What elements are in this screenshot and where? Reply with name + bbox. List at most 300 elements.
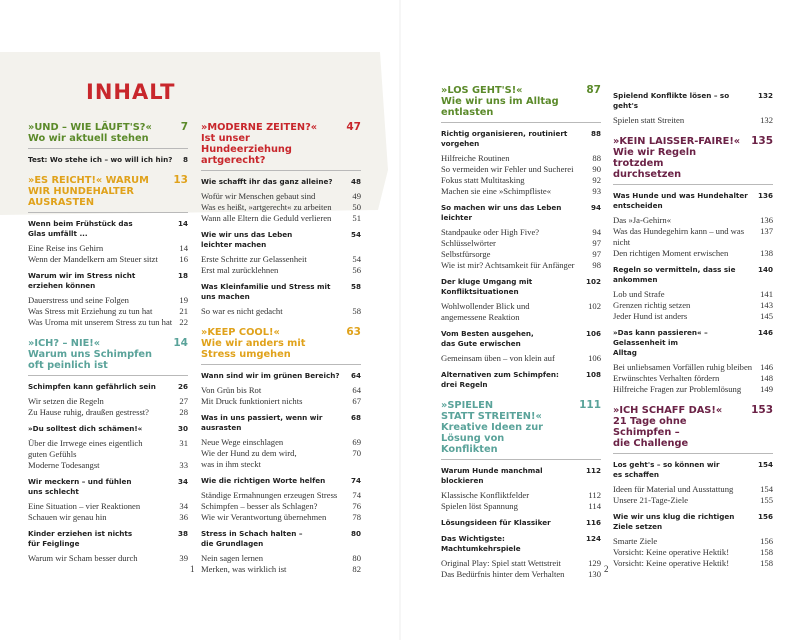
entry-page-number: 148	[760, 373, 773, 383]
entry-text: Wie der Hund zu dem wird, was in ihm steckt	[201, 448, 297, 469]
toc-subheading[interactable]	[441, 329, 601, 349]
toc-entry[interactable]	[201, 385, 361, 396]
section-heading[interactable]	[613, 136, 773, 180]
toc-entry[interactable]	[201, 265, 361, 276]
entry-text: Wenn der Mandelkern am Steuer sitzt	[28, 254, 158, 264]
toc-subheading[interactable]	[613, 328, 773, 358]
section-title: »UND – WIE LÄUFT'S?« Wo wir aktuell stehen	[28, 122, 152, 144]
entry-text: Schauen wir genau hin	[28, 512, 107, 522]
entry-text: Was das Hundegehirn kann – und was nicht	[613, 226, 745, 247]
toc-subheading[interactable]	[613, 191, 773, 211]
toc-entry[interactable]	[201, 213, 361, 224]
toc-subheading[interactable]	[613, 91, 773, 111]
toc-entry[interactable]	[613, 373, 773, 384]
section-heading[interactable]	[28, 175, 188, 208]
entry-page-number: 39	[179, 553, 188, 563]
toc-section	[613, 91, 773, 126]
toc-entry[interactable]	[613, 547, 773, 558]
toc-entry[interactable]	[28, 501, 188, 512]
entry-text: Vom Besten ausgehen, das Gute erwischen	[441, 329, 534, 348]
entry-page-number: 156	[760, 536, 773, 546]
toc-entry[interactable]	[28, 254, 188, 265]
entry-page-number: 36	[179, 512, 188, 522]
entry-page-number: 16	[179, 254, 188, 264]
entry-page-number: 108	[585, 370, 601, 379]
entry-page-number: 112	[585, 466, 601, 475]
toc-entry[interactable]	[613, 495, 773, 506]
section-divider	[201, 170, 361, 171]
toc-section	[613, 405, 773, 569]
entry-text: Bei unliebsamen Vorfällen ruhig bleiben	[613, 362, 753, 372]
toc-entry[interactable]	[613, 558, 773, 569]
section-heading[interactable]	[201, 327, 361, 360]
entry-text: Eine Reise ins Gehirn	[28, 243, 104, 253]
toc-entry[interactable]	[613, 215, 773, 226]
entry-page-number: 14	[179, 243, 188, 253]
entry-text: Vorsicht: Keine operative Hektik!	[613, 558, 730, 568]
toc-entry[interactable]	[441, 558, 601, 569]
entry-text: Unsere 21-Tage-Ziele	[613, 495, 689, 505]
toc-entry[interactable]	[201, 191, 361, 202]
entry-page-number: 14	[177, 219, 188, 228]
toc-subheading[interactable]	[28, 477, 188, 497]
toc-entry[interactable]	[201, 437, 361, 448]
entry-page-number: 70	[352, 448, 361, 458]
toc-section	[201, 327, 361, 575]
entry-text: Grenzen richtig setzen	[613, 300, 691, 310]
entry-text: Erwünschtes Verhalten fördern	[613, 373, 720, 383]
entry-text: Test: Wo stehe ich – wo will ich hin?	[28, 155, 173, 164]
toc-entry[interactable]	[28, 396, 188, 407]
entry-page-number: 21	[179, 306, 188, 316]
entry-text: Dauerstress und seine Folgen	[28, 295, 129, 305]
toc-entry[interactable]	[201, 553, 361, 564]
entry-text: Vorsicht: Keine operative Hektik!	[613, 547, 730, 557]
entry-text: Neue Wege einschlagen	[201, 437, 284, 447]
toc-subheading[interactable]	[201, 476, 361, 486]
entry-text: Ideen für Material und Ausstattung	[613, 484, 734, 494]
toc-subheading[interactable]	[201, 413, 361, 433]
entry-text: »Du solltest dich schämen!«	[28, 424, 143, 433]
section-title: »ES REICHT!« WARUM WIR HUNDEHALTER AUSRASTEN	[28, 175, 149, 208]
entry-page-number: 58	[350, 282, 361, 291]
entry-text: Wenn beim Frühstück das Glas umfällt ...	[28, 219, 133, 238]
entry-text: Spielen löst Spannung	[441, 501, 518, 511]
entry-text: Das Bedürfnis hinter dem Verhalten	[441, 569, 565, 579]
entry-page-number: 82	[352, 564, 361, 574]
entry-page-number: 69	[352, 437, 361, 447]
entry-page-number: 97	[592, 249, 601, 259]
entry-text: Wann sind wir im grünen Bereich?	[201, 371, 340, 380]
entry-text: Kinder erziehen ist nichts für Feiglinge	[28, 529, 133, 548]
entry-text: Warum wir Scham besser durch	[28, 553, 138, 563]
toc-section	[201, 122, 361, 317]
toc-subheading[interactable]	[441, 370, 601, 390]
entry-text: Original Play: Spiel statt Wettstreit	[441, 558, 561, 568]
toc-column-4	[613, 85, 773, 569]
section-page-number: 47	[346, 121, 361, 133]
entry-page-number: 34	[177, 477, 188, 486]
toc-entry[interactable]	[201, 490, 361, 501]
entry-page-number: 8	[182, 155, 188, 164]
entry-page-number: 78	[352, 512, 361, 522]
section-page-number: 7	[180, 121, 188, 133]
entry-text: Was Stress mit Erziehung zu tun hat	[28, 306, 153, 316]
toc-entry[interactable]	[613, 362, 773, 373]
entry-text: Schlüsselwörter	[441, 238, 496, 248]
toc-entry[interactable]	[613, 484, 773, 495]
entry-page-number: 149	[760, 384, 773, 394]
entry-text: Wir setzen die Regeln	[28, 396, 104, 406]
toc-subheading[interactable]	[201, 230, 361, 250]
entry-text: Zu Hause ruhig, draußen gestresst?	[28, 407, 149, 417]
entry-page-number: 98	[592, 260, 601, 270]
section-page-number: 13	[173, 174, 188, 186]
section-title: »MODERNE ZEITEN?« Ist unser Hundeerziehung artgerecht?	[201, 122, 318, 166]
entry-page-number: 124	[585, 534, 601, 543]
toc-entry[interactable]	[201, 501, 361, 512]
entry-page-number: 49	[352, 191, 361, 201]
entry-page-number: 146	[757, 328, 773, 337]
toc-subheading[interactable]	[201, 371, 361, 381]
entry-text: Spielen statt Streiten	[613, 115, 685, 125]
toc-subheading[interactable]	[613, 460, 773, 480]
section-divider	[201, 364, 361, 365]
toc-column-2	[201, 122, 361, 575]
entry-text: Lösungsideen für Klassiker	[441, 518, 551, 527]
entry-page-number: 67	[352, 396, 361, 406]
toc-subheading[interactable]	[613, 512, 773, 532]
entry-text: Selbstfürsorge	[441, 249, 491, 259]
toc-entry[interactable]	[613, 226, 773, 248]
entry-text: Was Uroma mit unserem Stress zu tun hat	[28, 317, 173, 327]
entry-text: Fokus statt Multitasking	[441, 175, 525, 185]
toc-entry[interactable]	[201, 202, 361, 213]
entry-page-number: 54	[352, 254, 361, 264]
toc-subheading[interactable]	[28, 529, 188, 549]
entry-text: Wie die richtigen Worte helfen	[201, 476, 326, 485]
entry-page-number: 158	[760, 558, 773, 568]
entry-text: Wie wir Verantwortung übernehmen	[201, 512, 327, 522]
section-heading[interactable]	[201, 122, 361, 166]
toc-entry[interactable]	[201, 512, 361, 523]
toc-entry[interactable]	[441, 238, 601, 249]
section-page-number: 153	[751, 404, 773, 416]
toc-column-1	[28, 122, 188, 564]
entry-text: So vermeiden wir Fehler und Sucherei	[441, 164, 574, 174]
toc-entry[interactable]	[441, 501, 601, 512]
toc-entry[interactable]	[613, 311, 773, 322]
toc-section	[28, 175, 188, 328]
entry-text: Wie schafft ihr das ganz alleine?	[201, 177, 333, 186]
entry-page-number: 154	[760, 484, 773, 494]
toc-entry[interactable]	[201, 306, 361, 317]
toc-entry[interactable]	[441, 249, 601, 260]
entry-page-number: 27	[179, 396, 188, 406]
section-heading[interactable]	[28, 122, 188, 144]
entry-page-number: 154	[757, 460, 773, 469]
toc-subheading[interactable]	[441, 129, 601, 149]
entry-text: Was es heißt, »artgerecht« zu arbeiten	[201, 202, 332, 212]
toc-entry[interactable]	[613, 536, 773, 547]
entry-text: Schimpfen – besser als Schlagen?	[201, 501, 318, 511]
entry-text: Nein sagen lernen	[201, 553, 264, 563]
section-heading[interactable]	[28, 338, 188, 371]
entry-page-number: 64	[350, 371, 361, 380]
toc-entry[interactable]	[28, 512, 188, 523]
entry-page-number: 132	[757, 91, 773, 100]
entry-text: Hilfreiche Fragen zur Problemlösung	[613, 384, 742, 394]
entry-page-number: 143	[760, 300, 773, 310]
toc-subheading[interactable]	[613, 265, 773, 285]
entry-text: Smarte Ziele	[613, 536, 658, 546]
toc-entry[interactable]	[201, 564, 361, 575]
section-title: »KEIN LAISSER-FAIRE!« Wie wir Regeln trotzdem durchsetzen	[613, 136, 741, 180]
entry-page-number: 136	[760, 215, 773, 225]
entry-page-number: 140	[757, 265, 773, 274]
entry-text: Von Grün bis Rot	[201, 385, 262, 395]
toc-entry[interactable]	[201, 448, 361, 470]
entry-text: Richtig organisieren, routiniert vorgehen	[441, 129, 568, 148]
page-number-right: 2	[604, 564, 609, 574]
entry-page-number: 112	[588, 490, 601, 500]
entry-page-number: 56	[352, 265, 361, 275]
toc-entry[interactable]	[28, 243, 188, 254]
entry-page-number: 130	[588, 569, 601, 579]
entry-text: Klassische Konfliktfelder	[441, 490, 530, 500]
toc-subheading[interactable]	[441, 518, 601, 528]
entry-text: Schimpfen kann gefährlich sein	[28, 382, 156, 391]
entry-page-number: 90	[592, 164, 601, 174]
entry-text: Der kluge Umgang mit Konfliktsituationen	[441, 277, 533, 296]
toc-subheading[interactable]	[441, 534, 601, 554]
toc-subheading[interactable]	[201, 282, 361, 302]
section-title: »ICH SCHAFF DAS!« 21 Tage ohne Schimpfen – die Challenge	[613, 405, 723, 449]
toc-section	[613, 136, 773, 395]
entry-page-number: 106	[585, 329, 601, 338]
entry-text: »Das kann passieren« – Gelassenheit im Alltag	[613, 328, 708, 357]
page-title: INHALT	[86, 80, 176, 104]
toc-entry[interactable]	[613, 248, 773, 259]
section-divider	[613, 184, 773, 185]
entry-page-number: 22	[179, 317, 188, 327]
entry-page-number: 48	[350, 177, 361, 186]
entry-page-number: 31	[179, 438, 188, 448]
section-heading[interactable]	[441, 85, 601, 118]
entry-text: Lob und Strafe	[613, 289, 665, 299]
entry-text: Wie ist mir? Achtsamkeit für Anfänger	[441, 260, 575, 270]
entry-page-number: 80	[352, 553, 361, 563]
section-page-number: 63	[346, 326, 361, 338]
entry-page-number: 74	[352, 490, 361, 500]
toc-subheading[interactable]	[28, 219, 188, 239]
entry-page-number: 136	[757, 191, 773, 200]
toc-entry[interactable]	[441, 353, 601, 364]
entry-text: Mit Druck funktioniert nichts	[201, 396, 303, 406]
toc-entry[interactable]	[441, 175, 601, 186]
entry-page-number: 132	[760, 115, 773, 125]
entry-page-number: 88	[590, 129, 601, 138]
entry-text: Machen sie eine »Schimpfliste«	[441, 186, 552, 196]
section-divider	[441, 122, 601, 123]
toc-entry[interactable]	[201, 396, 361, 407]
entry-page-number: 80	[350, 529, 361, 538]
section-title: »KEEP COOL!« Wie wir anders mit Stress umgehen	[201, 327, 306, 360]
toc-section	[441, 85, 601, 390]
entry-page-number: 94	[590, 203, 601, 212]
entry-page-number: 137	[760, 226, 773, 236]
entry-text: Hilfreiche Routinen	[441, 153, 510, 163]
toc-subheading[interactable]	[28, 424, 188, 434]
entry-page-number: 102	[588, 301, 601, 311]
entry-text: Warum Hunde manchmal blockieren	[441, 466, 543, 485]
section-page-number: 14	[173, 337, 188, 349]
toc-subheading[interactable]	[28, 155, 188, 165]
entry-text: So war es nicht gedacht	[201, 306, 283, 316]
entry-text: Das Wichtigste: Machtumkehrspiele	[441, 534, 521, 553]
entry-text: Wofür wir Menschen gebaut sind	[201, 191, 316, 201]
entry-page-number: 58	[352, 306, 361, 316]
entry-page-number: 50	[352, 202, 361, 212]
entry-text: Wie wir uns klug die richtigen Ziele setzen	[613, 512, 735, 531]
toc-entry[interactable]	[28, 295, 188, 306]
entry-page-number: 146	[760, 362, 773, 372]
entry-page-number: 88	[592, 153, 601, 163]
entry-page-number: 68	[350, 413, 361, 422]
entry-text: Merken, was wirklich ist	[201, 564, 287, 574]
toc-column-3	[441, 85, 601, 580]
entry-page-number: 116	[585, 518, 601, 527]
entry-page-number: 129	[588, 558, 601, 568]
entry-text: Gemeinsam üben – von klein auf	[441, 353, 555, 363]
entry-text: Alternativen zum Schimpfen: drei Regeln	[441, 370, 559, 389]
section-heading[interactable]	[613, 405, 773, 449]
entry-text: Wir meckern – und fühlen uns schlecht	[28, 477, 132, 496]
entry-page-number: 155	[760, 495, 773, 505]
toc-section	[441, 400, 601, 580]
section-title: »SPIELEN STATT STREITEN!« Kreative Ideen zur Lösung von Konflikten	[441, 400, 544, 455]
toc-entry[interactable]	[613, 115, 773, 126]
toc-entry[interactable]	[613, 300, 773, 311]
entry-text: Was in uns passiert, wenn wir ausrasten	[201, 413, 323, 432]
toc-subheading[interactable]	[28, 382, 188, 392]
toc-subheading[interactable]	[28, 271, 188, 291]
section-heading[interactable]	[441, 400, 601, 455]
toc-entry[interactable]	[441, 569, 601, 580]
toc-entry[interactable]	[28, 317, 188, 328]
entry-text: Los geht's – so können wir es schaffen	[613, 460, 720, 479]
toc-entry[interactable]	[613, 289, 773, 300]
entry-text: Eine Situation – vier Reaktionen	[28, 501, 141, 511]
toc-entry[interactable]	[441, 164, 601, 175]
entry-page-number: 18	[177, 271, 188, 280]
entry-text: Den richtigen Moment erwischen	[613, 248, 729, 258]
toc-entry[interactable]	[28, 306, 188, 317]
toc-entry[interactable]	[441, 227, 601, 238]
section-divider	[28, 212, 188, 213]
entry-text: Spielend Konflikte lösen – so geht's	[613, 91, 730, 110]
toc-entry[interactable]	[441, 301, 601, 323]
entry-text: Wann alle Eltern die Geduld verlieren	[201, 213, 332, 223]
entry-text: Standpauke oder High Five?	[441, 227, 540, 237]
entry-page-number: 64	[352, 385, 361, 395]
toc-entry[interactable]	[613, 384, 773, 395]
entry-text: Warum wir im Stress nicht erziehen können	[28, 271, 136, 290]
section-divider	[28, 375, 188, 376]
entry-text: Erste Schritte zur Gelassenheit	[201, 254, 307, 264]
toc-section	[28, 122, 188, 165]
toc-subheading[interactable]	[201, 177, 361, 187]
entry-page-number: 97	[592, 238, 601, 248]
entry-page-number: 93	[592, 186, 601, 196]
entry-text: Wie wir uns das Leben leichter machen	[201, 230, 293, 249]
entry-page-number: 38	[177, 529, 188, 538]
entry-page-number: 28	[179, 407, 188, 417]
entry-page-number: 114	[588, 501, 601, 511]
entry-text: Stress in Schach halten – die Grundlagen	[201, 529, 303, 548]
entry-text: Regeln so vermitteln, dass sie ankommen	[613, 265, 736, 284]
entry-page-number: 138	[760, 248, 773, 258]
entry-page-number: 141	[760, 289, 773, 299]
section-title: »LOS GEHT'S!« Wie wir uns im Alltag entlasten	[441, 85, 559, 118]
toc-entry[interactable]	[441, 153, 601, 164]
toc-subheading[interactable]	[441, 203, 601, 223]
entry-page-number: 33	[179, 460, 188, 470]
section-divider	[441, 459, 601, 460]
entry-page-number: 54	[350, 230, 361, 239]
entry-page-number: 51	[352, 213, 361, 223]
entry-text: Wohlwollender Blick und angemessene Reaktion	[441, 301, 530, 322]
entry-page-number: 26	[177, 382, 188, 391]
entry-page-number: 145	[760, 311, 773, 321]
toc-entry[interactable]	[28, 407, 188, 418]
toc-section	[28, 338, 188, 564]
section-divider	[613, 453, 773, 454]
entry-page-number: 30	[177, 424, 188, 433]
entry-page-number: 92	[592, 175, 601, 185]
entry-text: Was Kleinfamilie und Stress mit uns machen	[201, 282, 331, 301]
section-page-number: 111	[579, 399, 601, 411]
section-page-number: 135	[751, 135, 773, 147]
entry-text: So machen wir uns das Leben leichter	[441, 203, 562, 222]
section-page-number: 87	[586, 84, 601, 96]
toc-subheading[interactable]	[441, 277, 601, 297]
toc-subheading[interactable]	[441, 466, 601, 486]
toc-entry[interactable]	[441, 260, 601, 271]
toc-entry[interactable]	[28, 438, 188, 460]
entry-page-number: 19	[179, 295, 188, 305]
entry-page-number: 94	[592, 227, 601, 237]
section-title: »ICH? – NIE!« Warum uns Schimpfen oft peinlich ist	[28, 338, 152, 371]
entry-page-number: 74	[350, 476, 361, 485]
entry-text: Ständige Ermahnungen erzeugen Stress	[201, 490, 338, 500]
toc-entry[interactable]	[28, 553, 188, 564]
entry-page-number: 156	[757, 512, 773, 521]
section-divider	[28, 148, 188, 149]
page-number-left: 1	[190, 564, 195, 574]
toc-entry[interactable]	[201, 254, 361, 265]
entry-text: Was Hunde und was Hundehalter entscheiden	[613, 191, 748, 210]
entry-page-number: 34	[179, 501, 188, 511]
toc-entry[interactable]	[441, 490, 601, 501]
entry-text: Jeder Hund ist anders	[613, 311, 688, 321]
entry-page-number: 102	[585, 277, 601, 286]
toc-subheading[interactable]	[201, 529, 361, 549]
toc-entry[interactable]	[441, 186, 601, 197]
entry-text: Das »Ja-Gehirn«	[613, 215, 671, 225]
entry-text: Moderne Todesangst	[28, 460, 100, 470]
toc-entry[interactable]	[28, 460, 188, 471]
